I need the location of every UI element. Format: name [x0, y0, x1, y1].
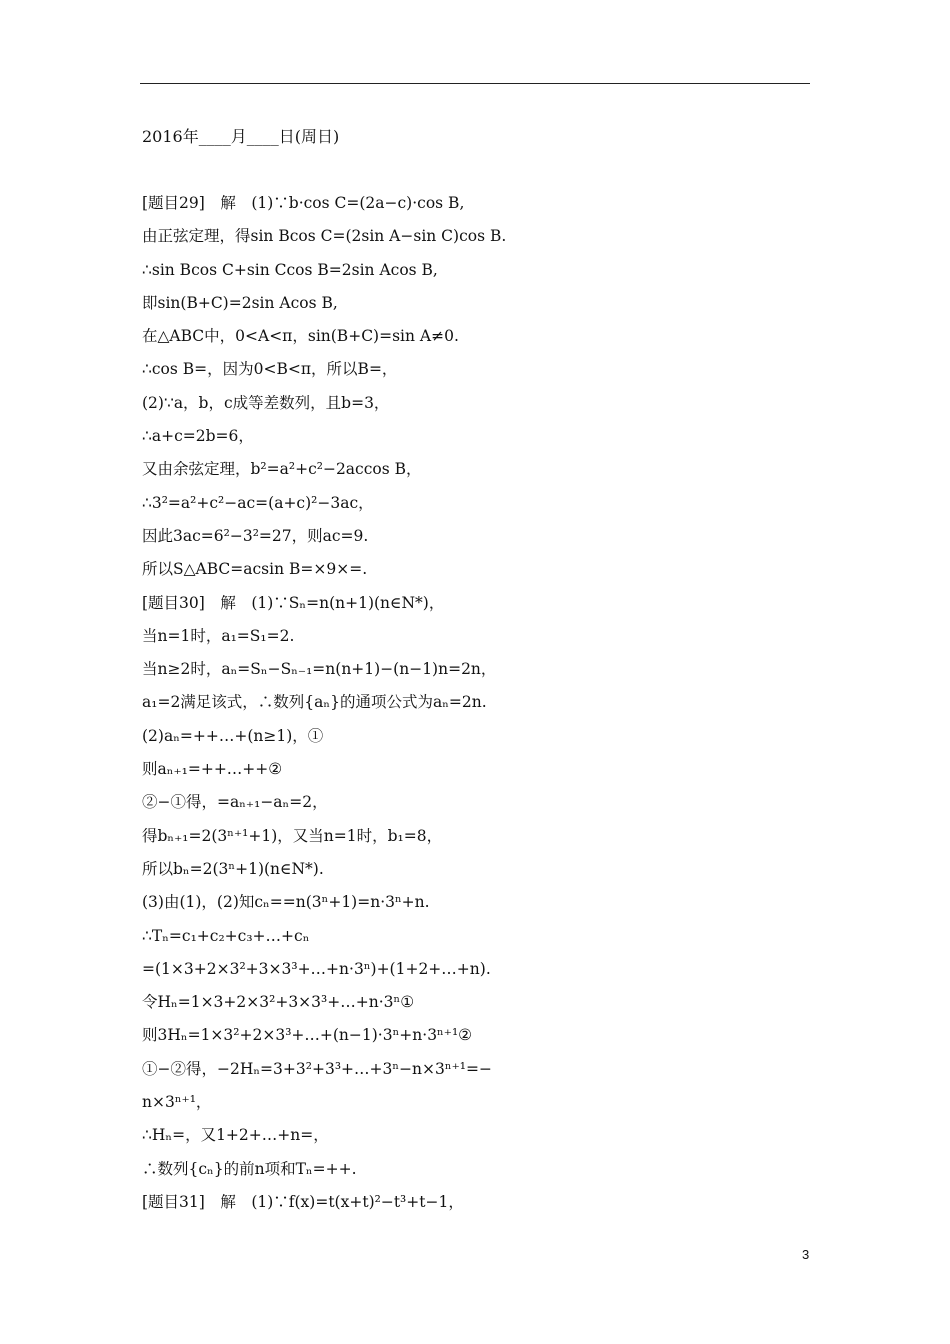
text-line: ②−①得，=aₙ₊₁−aₙ=2， — [142, 793, 328, 812]
text-line: [题目30] 解 (1)∵Sₙ=n(n+1)(n∈N*)， — [142, 593, 445, 612]
text-line: [题目31] 解 (1)∵f(x)=t(x+t)²−t³+t−1， — [142, 1192, 464, 1211]
text-line: ∴cos B=，因为0<B<π，所以B=， — [142, 360, 398, 379]
text-line: (2)aₙ=++…+(n≥1)，① — [142, 726, 324, 745]
text-line: 即sin(B+C)=2sin Acos B, — [142, 293, 338, 312]
text-line: 所以bₙ=2(3ⁿ+1)(n∈N*). — [142, 859, 324, 878]
text-line: 又由余弦定理，b²=a²+c²−2accos B， — [142, 460, 422, 479]
text-line: (2)∵a，b，c成等差数列，且b=3， — [142, 393, 390, 412]
text-line: 当n=1时，a₁=S₁=2. — [142, 626, 295, 645]
text-line: 得bₙ₊₁=2(3ⁿ⁺¹+1)，又当n=1时，b₁=8， — [142, 826, 443, 845]
header-rule — [140, 83, 810, 84]
text-line: 令Hₙ=1×3+2×3²+3×3³+…+n·3ⁿ① — [142, 993, 415, 1012]
text-line: ∴a+c=2b=6， — [142, 427, 254, 446]
text-line: 当n≥2时，aₙ=Sₙ−Sₙ₋₁=n(n+1)−(n−1)n=2n， — [142, 660, 497, 679]
text-line: 在△ABC中，0<A<π，sin(B+C)=sin A≠0. — [142, 327, 459, 346]
text-line: ∴sin Bcos C+sin Ccos B=2sin Acos B, — [142, 260, 438, 279]
text-line: a₁=2满足该式，∴数列{aₙ}的通项公式为aₙ=2n. — [142, 693, 487, 712]
text-line: 因此3ac=6²−3²=27，则ac=9. — [142, 526, 369, 545]
text-line: ∴数列{cₙ}的前n项和Tₙ=++. — [142, 1159, 357, 1178]
text-line: =(1×3+2×3²+3×3³+…+n·3ⁿ)+(1+2+…+n). — [142, 959, 491, 978]
text-line: ∴Hₙ=，又1+2+…+n=， — [142, 1126, 329, 1145]
text-line: n×3ⁿ⁺¹， — [142, 1093, 212, 1112]
solution-text — [142, 192, 822, 1224]
text-line: 所以S△ABC=acsin B=×9×=. — [142, 560, 368, 579]
text-line: 则3Hₙ=1×3²+2×3³+…+(n−1)·3ⁿ+n·3ⁿ⁺¹② — [142, 1026, 473, 1045]
text-line: [题目29] 解 (1)∵b·cos C=(2a−c)·cos B, — [142, 194, 465, 212]
text-line: 则aₙ₊₁=++…++② — [142, 760, 283, 779]
text-line: 由正弦定理，得sin Bcos C=(2sin A−sin C)cos B. — [142, 227, 507, 246]
text-line: ∴Tₙ=c₁+c₂+c₃+…+cₙ — [142, 926, 310, 945]
page-number: 3 — [802, 1247, 810, 1262]
date-line: 2016年____月____日(周日) — [142, 127, 340, 146]
text-line: ①−②得，−2Hₙ=3+3²+3³+…+3ⁿ−n×3ⁿ⁺¹=− — [142, 1059, 492, 1078]
text-line: ∴3²=a²+c²−ac=(a+c)²−3ac， — [142, 493, 374, 512]
text-line: (3)由(1)，(2)知cₙ==n(3ⁿ+1)=n·3ⁿ+n. — [142, 893, 430, 912]
